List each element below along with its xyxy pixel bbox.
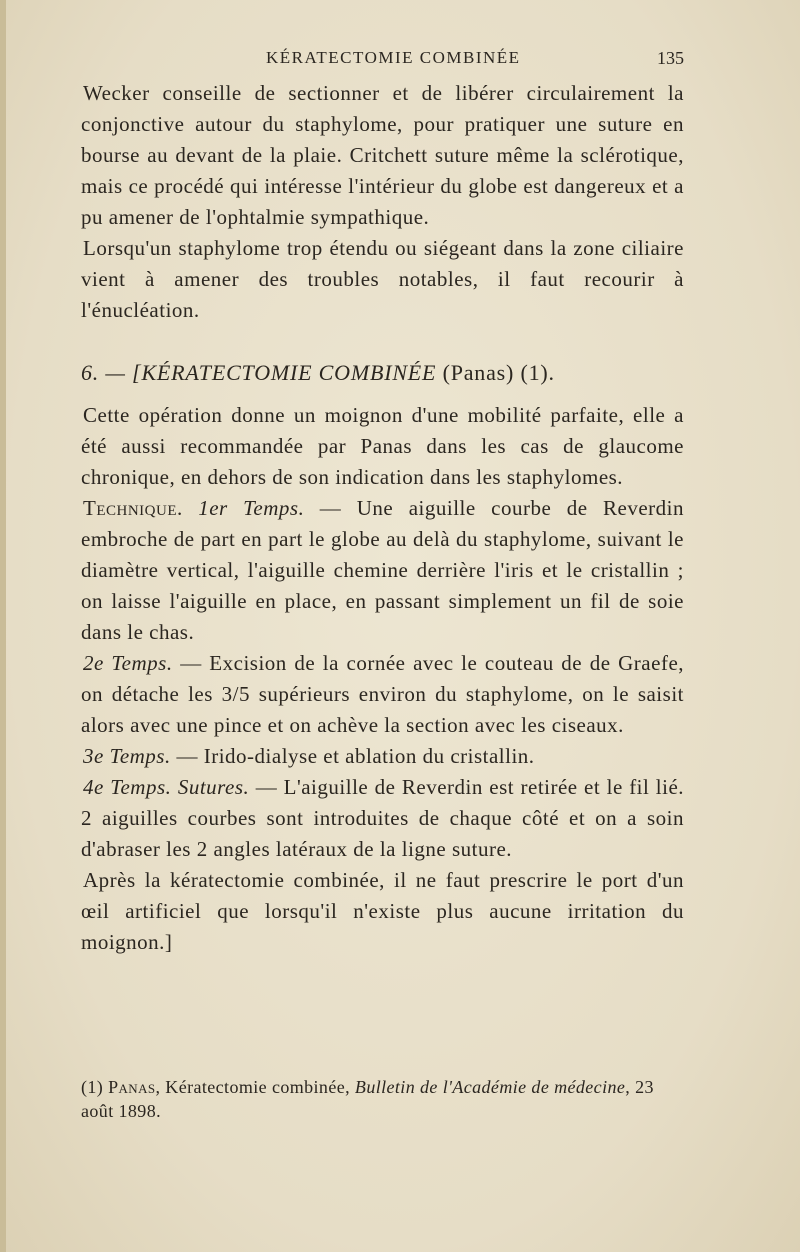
step-2-label: 2e Temps. <box>83 651 173 675</box>
section-heading <box>81 357 684 388</box>
paragraph-step-4 <box>81 772 684 865</box>
paragraph-wecker: Wecker conseille de sectionner et de libérer circulairement la conjonctive autour du staphylome, pour pratiquer une suture en bourse au devant de la plaie. Critchett suture même la sclérotique, mais ce procédé qui intéresse l'intérieur du globe est dangereux et a pu amener de l'ophtalmie sympathique. <box>81 81 684 229</box>
section-title: KÉRATECTOMIE COMBINÉE <box>141 360 437 385</box>
paragraph-step-2 <box>81 648 684 741</box>
paragraph-operation: Cette opération donne un moignon d'une mobilité parfaite, elle a été aussi recommandée par Panas dans les cas de glaucome chronique, en dehors de son indication dans les staphylomes. <box>81 403 684 489</box>
body-text <box>81 78 684 958</box>
step-1-label: 1er Temps. <box>198 496 305 520</box>
footnote-journal: Bulletin de l'Académie de médecine <box>354 1077 626 1097</box>
running-title: KÉRATECTOMIE COMBINÉE <box>266 48 521 67</box>
paragraph-enucleation: Lorsqu'un staphylome trop étendu ou siégeant dans la zone ciliaire vient à amener des troubles notables, il faut recourir à l'énucléation. <box>81 236 684 322</box>
paragraph-step-3 <box>81 741 684 772</box>
paragraph-conclusion: Après la kératectomie combinée, il ne faut prescrire le port d'un œil artificiel que lorsqu'il n'existe plus aucune irritation du moignon.] <box>81 868 684 954</box>
step-3-text: — Irido-dialyse et ablation du cristallin. <box>170 744 535 768</box>
footnote-marker: (1) <box>81 1077 109 1097</box>
footnote-text: , Kératectomie combinée, <box>155 1077 355 1097</box>
step-3-label: 3e Temps. <box>83 744 171 768</box>
footnote-author: Panas <box>108 1077 156 1097</box>
page-number: 135 <box>657 48 684 68</box>
step-1-text: — Une aiguille courbe de Reverdin embroche de part en part le globe au delà du staphylome, suivant le diamètre vertical, l'aiguille chemine derrière l'iris et le cristallin ; on laisse l'aiguille en place, en passant simplement un fil de soie dans le chas. <box>81 496 685 644</box>
paragraph-step-1 <box>81 493 684 648</box>
footnote <box>81 1075 684 1123</box>
footnote-date: , 23 août 1898. <box>81 1077 654 1121</box>
step-4-label: 4e Temps. Sutures. <box>83 775 250 799</box>
step-2-text: — Excision de la cornée avec le couteau de de Graefe, on détache les 3/5 supérieurs environ du staphylome, on le saisit alors avec une pince et on achève la section avec les ciseaux. <box>81 651 685 737</box>
section-number: 6. — [ <box>81 360 142 385</box>
section-attribution: (Panas) (1). <box>436 360 555 385</box>
technique-label: Technique. <box>83 496 183 520</box>
step-4-text: — L'aiguille de Reverdin est retirée et le fil lié. 2 aiguilles courbes sont introduites de chaque côté et on a soin d'abraser les 2 angles latéraux de la ligne suture. <box>81 775 685 861</box>
